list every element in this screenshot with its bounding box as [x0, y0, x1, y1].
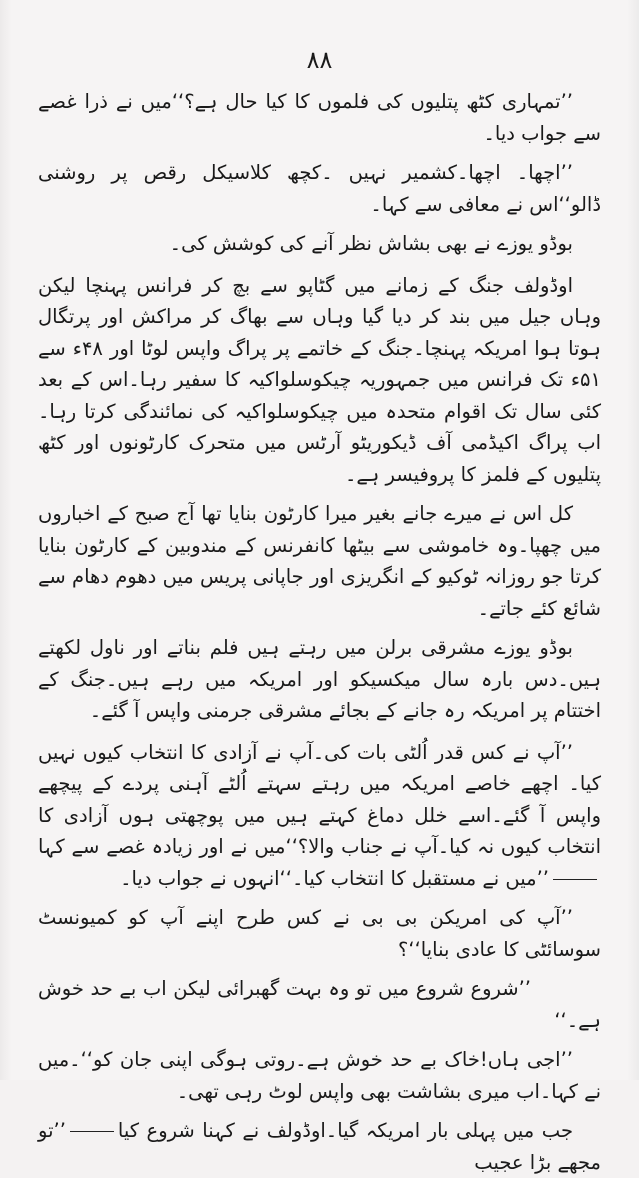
paragraph: ’’آپ نے کس قدر اُلٹی بات کی۔آپ نے آزادی کا انتخاب کیوں نہیں کیا۔ اچھے خاصے امریکہ میں رہتے سہتے اُلٹے آہنی پردے کے پیچھے واپس آ گئے۔اسے خلل دماغ کہتے ہیں میں پوچھتی ہوں آزادی کا انتخاب کیوں نہ کیا۔آپ نے جناب والا؟‘‘میں نے اور زیادہ غصے سے کہا’’میں نے مستقبل کا انتخاب کیا۔‘‘انہوں نے جواب دیا۔ — [38, 740, 601, 890]
paragraph: ’’آپ کی امریکن بی بی نے کس طرح اپنے آپ کو کمیونسٹ سوسائٹی کا عادی بنایا‘‘؟ — [38, 906, 601, 961]
dash-line — [553, 879, 597, 880]
page-number: ۸۸ — [306, 46, 333, 74]
dash-line — [70, 1131, 114, 1132]
page-body — [38, 86, 601, 1178]
paragraph: ’’اجی ہاں!خاک بے حد خوش ہے۔روتی ہوگی اپنی جان کو‘‘۔میں نے کہا۔اب میری بشاشت بھی واپس لوٹ رہی تھی۔ — [38, 1048, 601, 1103]
paragraph: بوڈو یوزے مشرقی برلن میں رہتے ہیں فلم بناتے اور ناول لکھتے ہیں۔دس بارہ سال میکسیکو اور امریکہ میں رہے ہیں۔جنگ کے اختتام پر امریکہ رہ جانے کے بجائے مشرقی جرمنی واپس آ گئے۔ — [38, 636, 601, 722]
paragraph: ’’تمہاری کٹھ پتلیوں کی فلموں کا کیا حال ہے؟‘‘میں نے ذرا غصے سے جواب دیا۔ — [38, 90, 601, 145]
paragraph: ’’اچھا۔ اچھا۔کشمیر نہیں ۔کچھ کلاسیکل رقص پر روشنی ڈالو‘‘اس نے معافی سے کہا۔ — [38, 161, 601, 216]
paragraph: اوڈولف جنگ کے زمانے میں گٹاپو سے بچ کر فرانس پہنچا لیکن وہاں جیل میں بند کر دیا گیا وہاں سے بھاگ کر مراکش اور پرتگال ہوتا ہوا امریکہ پہنچا۔جنگ کے خاتمے پر پراگ واپس لوٹا اور ۴۸ء سے ۵۱ء تک فرانس میں جمہوریہ چیکوسلواکیہ کا سفیر رہا۔اس کے بعد کئی سال تک اقوام متحدہ میں چیکوسلواکیہ کی نمائندگی کرتا رہا۔اب پراگ اکیڈمی آف ڈیکوریٹو آرٹس میں متحرک کارٹونوں اور کٹھ پتلیوں کے فلمز کا پروفیسر ہے۔ — [38, 273, 601, 486]
paragraph: بوڈو یوزے نے بھی بشاش نظر آنے کی کوشش کی۔ — [169, 232, 573, 255]
paragraph: ’’شروع شروع میں تو وہ بہت گھبرائی لیکن اب بے حد خوش ہے۔‘‘ — [38, 977, 601, 1032]
paragraph: کل اس نے میرے جانے بغیر میرا کارٹون بنایا تھا آج صبح کے اخباروں میں چھپا۔وہ خاموشی سے بیٹھا کانفرنس کے مندوبین کے کارٹون بنایا کرتا جو روزانہ ٹوکیو کے انگریزی اور جاپانی پریس میں دھوم دھام سے شائع کئے جاتے۔ — [38, 502, 601, 620]
paragraph: جب میں پہلی بار امریکہ گیا۔اوڈولف نے کہنا شروع کیا’’تو مجھے بڑا عجیب — [38, 1119, 601, 1174]
